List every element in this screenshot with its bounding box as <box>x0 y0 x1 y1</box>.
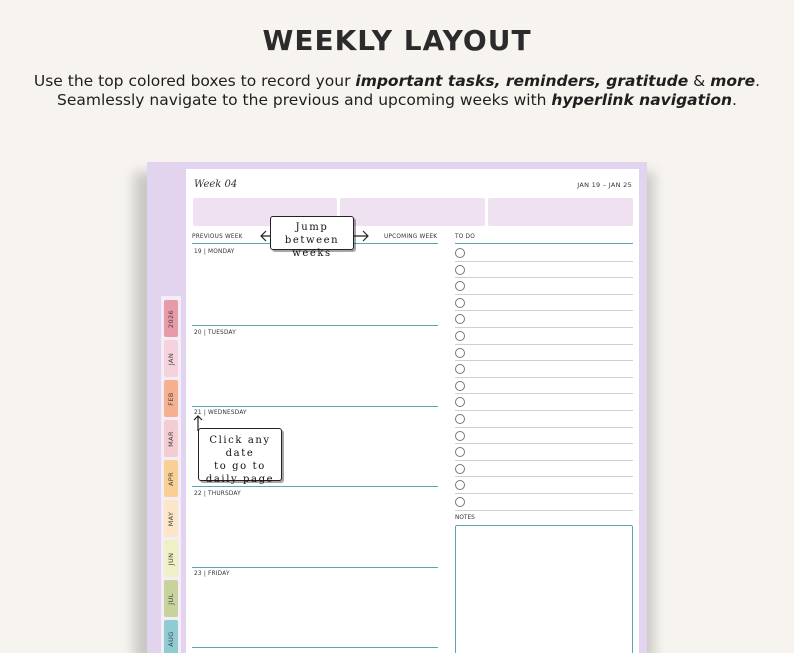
checkbox-circle-icon[interactable] <box>455 364 465 374</box>
checkbox-circle-icon[interactable] <box>455 248 465 258</box>
month-tab[interactable] <box>164 420 178 457</box>
month-tab-label: FEB <box>167 391 175 406</box>
checkbox-circle-icon[interactable] <box>455 497 465 507</box>
previous-week-link[interactable]: PREVIOUS WEEK <box>192 234 243 240</box>
todo-item[interactable] <box>455 278 633 295</box>
month-tab-label: MAY <box>167 511 175 526</box>
todo-item[interactable] <box>455 411 633 428</box>
desc-text: Seamlessly navigate to the previous and upcoming weeks with <box>57 91 552 109</box>
callout-line: daily page <box>205 474 275 485</box>
priority-box-3[interactable] <box>488 198 633 226</box>
week-title: Week 04 <box>194 179 238 190</box>
month-tab-label: 2026 <box>167 309 175 328</box>
date-range: JAN 19 – JAN 25 <box>577 181 632 189</box>
day-link[interactable]: 20 | TUESDAY <box>194 330 236 336</box>
notes-box[interactable] <box>455 525 633 653</box>
desc-emphasis: important tasks, reminders, gratitude <box>355 72 689 90</box>
day-divider <box>192 325 438 326</box>
desc-emphasis: hyperlink navigation <box>551 91 733 109</box>
day-link[interactable]: 23 | FRIDAY <box>194 571 230 577</box>
description-line-1 <box>0 72 794 90</box>
callout-line: Click any date <box>209 435 271 459</box>
todo-item[interactable] <box>455 311 633 328</box>
todo-item[interactable] <box>455 444 633 461</box>
jump-between-weeks-callout <box>270 216 354 259</box>
day-divider <box>192 647 438 648</box>
month-tab[interactable] <box>164 620 178 653</box>
month-tab-label: JAN <box>167 352 175 365</box>
todo-item[interactable] <box>455 394 633 411</box>
todo-item[interactable] <box>455 262 633 279</box>
desc-text: & <box>688 72 711 90</box>
month-tab[interactable] <box>164 300 178 337</box>
month-tab[interactable] <box>164 540 178 577</box>
checkbox-circle-icon[interactable] <box>455 431 465 441</box>
day-link[interactable]: 19 | MONDAY <box>194 249 235 255</box>
checkbox-circle-icon[interactable] <box>455 480 465 490</box>
todo-item[interactable] <box>455 295 633 312</box>
month-tab-label: JUL <box>167 592 175 605</box>
priority-box-2[interactable] <box>340 198 485 226</box>
checkbox-circle-icon[interactable] <box>455 281 465 291</box>
day-divider <box>192 406 438 407</box>
month-tab-label: JUN <box>167 552 175 565</box>
upcoming-week-link[interactable]: UPCOMING WEEK <box>384 234 438 240</box>
day-divider <box>192 567 438 568</box>
todo-item[interactable] <box>455 245 633 262</box>
desc-text: Use the top colored boxes to record your <box>33 72 356 90</box>
callout-line: to go to <box>214 461 266 472</box>
description-line-2 <box>0 91 794 109</box>
month-tab[interactable] <box>164 580 178 617</box>
todo-item[interactable] <box>455 378 633 395</box>
checkbox-circle-icon[interactable] <box>455 265 465 275</box>
todo-item[interactable] <box>455 328 633 345</box>
month-tab[interactable] <box>164 460 178 497</box>
todo-item[interactable] <box>455 428 633 445</box>
month-tab-label: AUG <box>167 630 175 647</box>
checkbox-circle-icon[interactable] <box>455 397 465 407</box>
todo-item[interactable] <box>455 477 633 494</box>
notes-label: NOTES <box>455 515 475 521</box>
todo-item[interactable] <box>455 461 633 478</box>
todo-divider <box>455 243 633 244</box>
checkbox-circle-icon[interactable] <box>455 447 465 457</box>
day-link[interactable]: 21 | WEDNESDAY <box>194 410 247 416</box>
month-tab-label: MAR <box>167 430 175 447</box>
checkbox-circle-icon[interactable] <box>455 464 465 474</box>
todo-label: TO DO <box>455 234 475 240</box>
checkbox-circle-icon[interactable] <box>455 381 465 391</box>
month-tab[interactable] <box>164 500 178 537</box>
month-tab-label: APR <box>167 471 175 486</box>
todo-item[interactable] <box>455 494 633 511</box>
click-date-callout <box>198 428 282 485</box>
day-link[interactable]: 22 | THURSDAY <box>194 491 241 497</box>
day-divider <box>192 486 438 487</box>
checkbox-circle-icon[interactable] <box>455 414 465 424</box>
callout-line: Jump between <box>284 222 340 246</box>
desc-text: . <box>732 91 737 109</box>
callout-line: weeks <box>292 248 332 259</box>
todo-item[interactable] <box>455 361 633 378</box>
page-headline: WEEKLY LAYOUT <box>262 24 532 57</box>
todo-item[interactable] <box>455 345 633 362</box>
desc-emphasis: more <box>710 72 756 90</box>
desc-text: . <box>755 72 761 90</box>
checkbox-circle-icon[interactable] <box>455 314 465 324</box>
checkbox-circle-icon[interactable] <box>455 331 465 341</box>
checkbox-circle-icon[interactable] <box>455 298 465 308</box>
checkbox-circle-icon[interactable] <box>455 348 465 358</box>
month-tab[interactable] <box>164 380 178 417</box>
month-tab[interactable] <box>164 340 178 377</box>
